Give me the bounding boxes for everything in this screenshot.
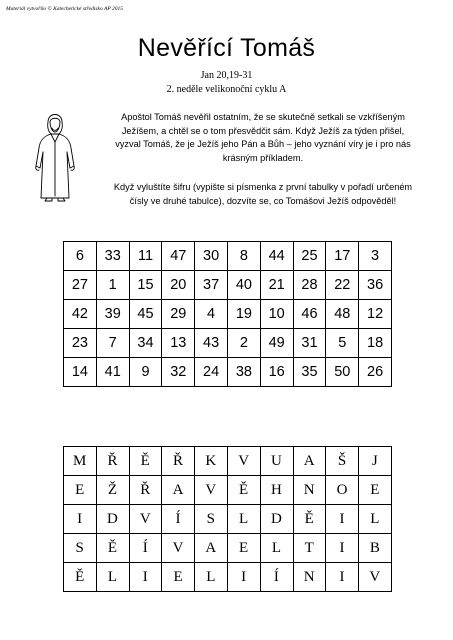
letter-cell: Ě <box>129 447 162 476</box>
number-cell: 30 <box>195 242 228 271</box>
number-cell: 11 <box>129 242 162 271</box>
table-row <box>64 476 392 505</box>
letter-cell: V <box>195 476 228 505</box>
number-cell: 37 <box>195 271 228 300</box>
number-cell: 50 <box>326 358 359 387</box>
letter-cell: E <box>359 476 392 505</box>
letter-cell: O <box>326 476 359 505</box>
table-row <box>64 300 392 329</box>
letter-cell: Ž <box>96 476 129 505</box>
letter-cell: E <box>227 534 260 563</box>
letter-cell: T <box>293 534 326 563</box>
letter-cell: L <box>260 534 293 563</box>
letter-cell: L <box>227 505 260 534</box>
number-cell: 20 <box>162 271 195 300</box>
number-cell: 15 <box>129 271 162 300</box>
number-cell: 21 <box>260 271 293 300</box>
number-cell: 5 <box>326 329 359 358</box>
intro-line: Ježíšem, a chtěl se o tom přesvědčit sám. Když Ježíš za týden přišel, <box>121 125 405 136</box>
letter-cell: K <box>195 447 228 476</box>
number-cell: 36 <box>359 271 392 300</box>
number-cell: 49 <box>260 329 293 358</box>
number-cell: 19 <box>227 300 260 329</box>
letter-cell: Ě <box>64 563 97 592</box>
letter-cell: I <box>326 563 359 592</box>
number-cell: 47 <box>162 242 195 271</box>
number-cell: 44 <box>260 242 293 271</box>
table-row <box>64 505 392 534</box>
letter-cell: H <box>260 476 293 505</box>
letter-cell: I <box>129 563 162 592</box>
letter-cell: L <box>359 505 392 534</box>
number-cell: 24 <box>195 358 228 387</box>
letter-cell: Ě <box>227 476 260 505</box>
intro-line: Apoštol Tomáš nevěřil ostatním, že se skutečně setkali se vzkříšeným <box>121 112 405 122</box>
instruction-line: Když vyluštíte šifru (vypište si písmenka z první tabulky v pořadí určeném <box>113 182 413 192</box>
number-cell: 32 <box>162 358 195 387</box>
intro-line: krásným příkladem. <box>222 152 304 163</box>
number-cell: 27 <box>64 271 97 300</box>
letter-cell: V <box>227 447 260 476</box>
number-cell: 2 <box>227 329 260 358</box>
number-cell: 10 <box>260 300 293 329</box>
letter-cell: E <box>64 476 97 505</box>
letter-cell: N <box>293 476 326 505</box>
table-row <box>64 534 392 563</box>
letter-cell: D <box>260 505 293 534</box>
letter-cell: S <box>195 505 228 534</box>
letter-cell: U <box>260 447 293 476</box>
letter-cell: Š <box>326 447 359 476</box>
number-cell: 48 <box>326 300 359 329</box>
table-row <box>64 358 392 387</box>
letter-cell: I <box>227 563 260 592</box>
letter-cell: S <box>64 534 97 563</box>
letter-cell: Í <box>162 505 195 534</box>
number-cell: 23 <box>64 329 97 358</box>
letter-cell: E <box>162 563 195 592</box>
intro-line: vyzval Tomáš, že je Ježíš jeho Pán a Bůh – jeho vyznání víry je i pro nás <box>115 139 411 150</box>
number-cell: 40 <box>227 271 260 300</box>
credit-note: Materiál vytvořilo © Katechetické středisko AP 2015 <box>6 6 124 12</box>
table-row <box>64 447 392 476</box>
number-table <box>63 241 392 387</box>
number-cell: 41 <box>96 358 129 387</box>
letter-table <box>63 446 392 592</box>
number-cell: 46 <box>293 300 326 329</box>
letter-cell: J <box>359 447 392 476</box>
number-cell: 43 <box>195 329 228 358</box>
instruction-line: čísly ve druhé tabulce), dozvíte se, co Tomášovi Ježíš odpověděl! <box>129 195 397 206</box>
number-cell: 28 <box>293 271 326 300</box>
number-cell: 38 <box>227 358 260 387</box>
number-cell: 25 <box>293 242 326 271</box>
letter-cell: A <box>195 534 228 563</box>
jesus-figure-icon <box>30 108 80 204</box>
table-row <box>64 242 392 271</box>
number-cell: 39 <box>96 300 129 329</box>
number-cell: 17 <box>326 242 359 271</box>
number-cell: 16 <box>260 358 293 387</box>
number-cell: 4 <box>195 300 228 329</box>
number-cell: 42 <box>64 300 97 329</box>
letter-cell: Ř <box>162 447 195 476</box>
number-cell: 6 <box>64 242 97 271</box>
letter-cell: M <box>64 447 97 476</box>
letter-cell: D <box>96 505 129 534</box>
letter-cell: Í <box>260 563 293 592</box>
letter-cell: A <box>162 476 195 505</box>
letter-cell: Ě <box>293 505 326 534</box>
number-cell: 34 <box>129 329 162 358</box>
number-cell: 26 <box>359 358 392 387</box>
liturgical-occasion: 2. neděle velikonoční cyklu A <box>166 84 287 95</box>
letter-cell: L <box>195 563 228 592</box>
letter-cell: N <box>293 563 326 592</box>
letter-cell: Ř <box>96 447 129 476</box>
number-cell: 35 <box>293 358 326 387</box>
number-cell: 31 <box>293 329 326 358</box>
number-cell: 29 <box>162 300 195 329</box>
number-cell: 18 <box>359 329 392 358</box>
number-cell: 1 <box>96 271 129 300</box>
letter-cell: V <box>162 534 195 563</box>
number-cell: 13 <box>162 329 195 358</box>
number-cell: 45 <box>129 300 162 329</box>
number-cell: 14 <box>64 358 97 387</box>
table-row <box>64 271 392 300</box>
table-row <box>64 563 392 592</box>
letter-cell: Í <box>129 534 162 563</box>
letter-cell: A <box>293 447 326 476</box>
number-cell: 8 <box>227 242 260 271</box>
letter-cell: B <box>359 534 392 563</box>
number-cell: 9 <box>129 358 162 387</box>
page-title: Nevěřící Tomáš <box>137 34 316 62</box>
number-cell: 12 <box>359 300 392 329</box>
letter-cell: I <box>326 534 359 563</box>
letter-cell: V <box>359 563 392 592</box>
letter-cell: L <box>96 563 129 592</box>
letter-cell: I <box>326 505 359 534</box>
number-cell: 7 <box>96 329 129 358</box>
number-cell: 33 <box>96 242 129 271</box>
bible-reference: Jan 20,19-31 <box>200 70 253 81</box>
letter-cell: V <box>129 505 162 534</box>
letter-cell: Ě <box>96 534 129 563</box>
number-cell: 3 <box>359 242 392 271</box>
number-cell: 22 <box>326 271 359 300</box>
instruction-paragraph <box>92 181 434 208</box>
table-row <box>64 329 392 358</box>
letter-cell: Ř <box>129 476 162 505</box>
letter-cell: I <box>64 505 97 534</box>
intro-paragraph <box>92 111 434 165</box>
